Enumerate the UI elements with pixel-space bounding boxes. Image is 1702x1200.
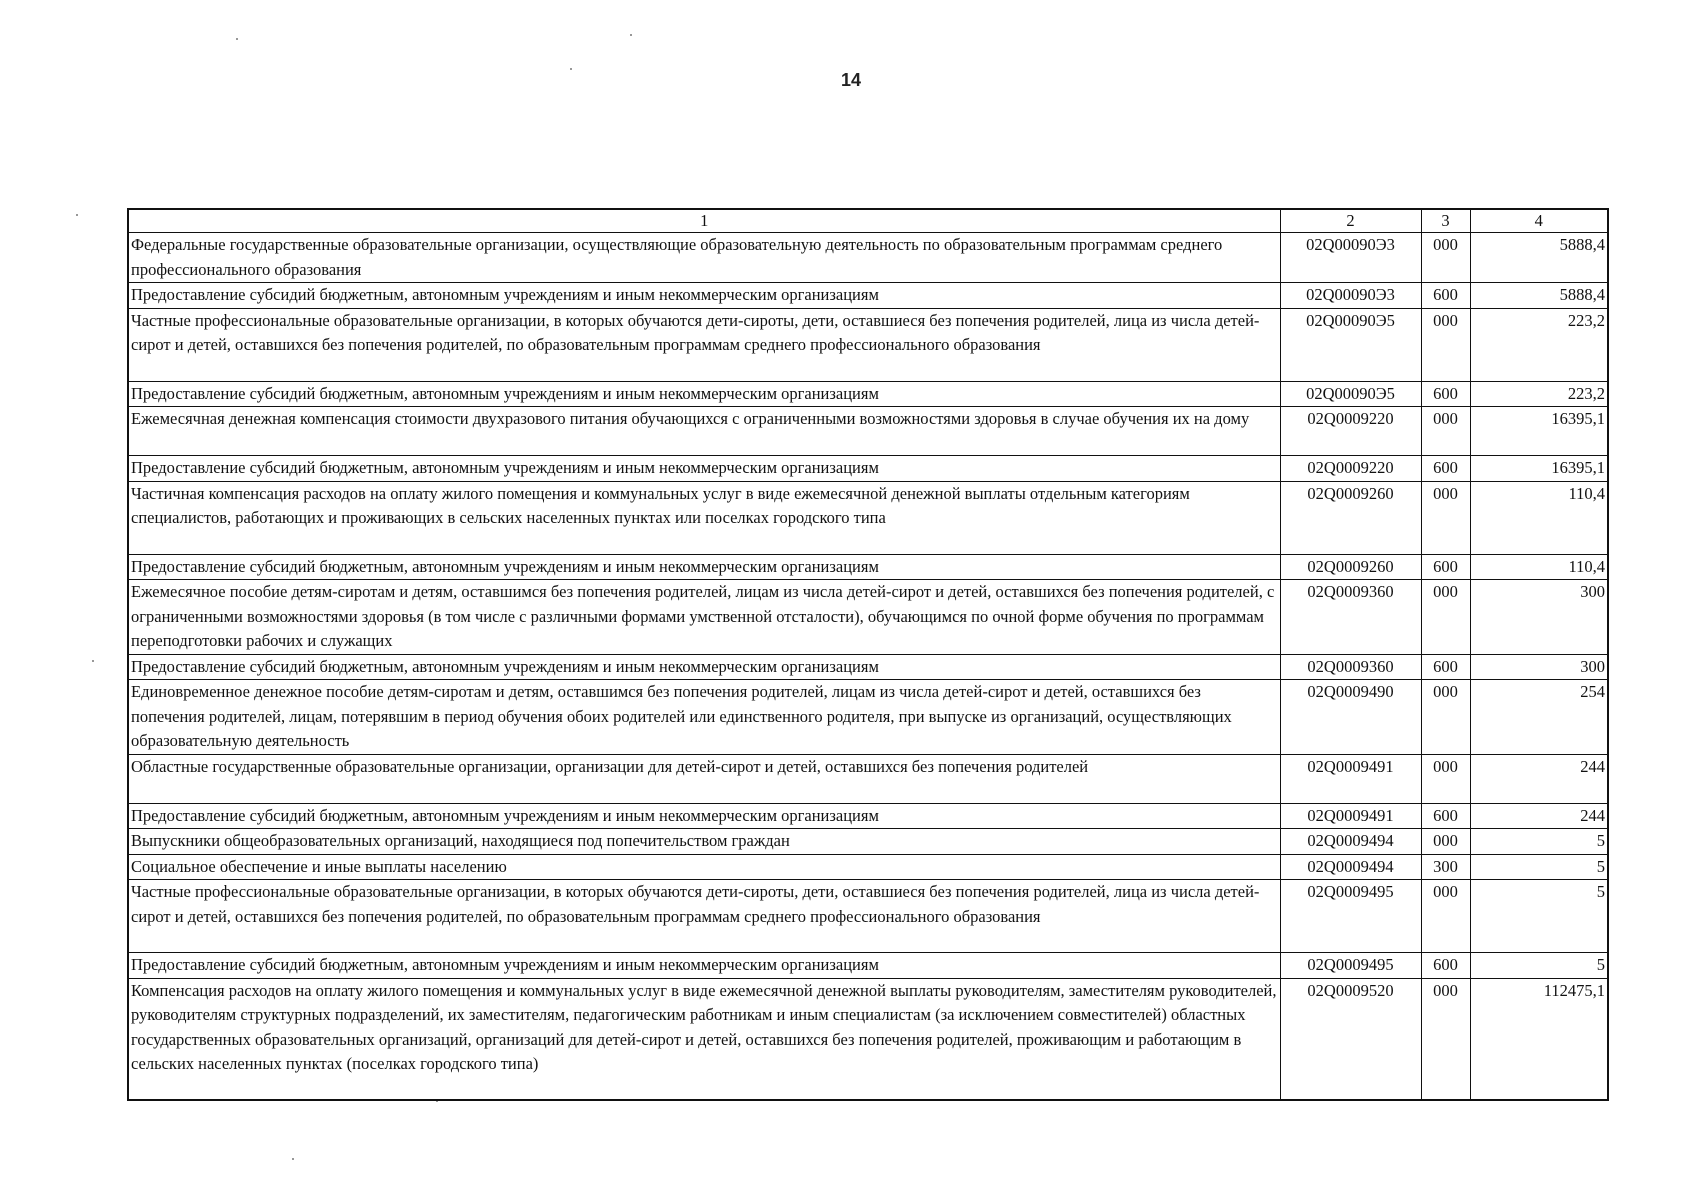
row-description: Единовременное денежное пособие детям-сиротам и детям, оставшимся без попечения родителей, лицам из числа детей-сирот и детей, оставшихся без попечения родителей, лицам, потерявшим в период обучения обоих родителей или единственного родителя, при выпуске из организаций, осуществляющих образовательную деятельность (128, 680, 1280, 755)
row-amount: 244 (1470, 803, 1608, 829)
table-row (128, 680, 1608, 755)
row-description: Предоставление субсидий бюджетным, автономным учреждениям и иным некоммерческим организациям (128, 381, 1280, 407)
column-header-name: 1 (128, 209, 1280, 233)
row-amount: 254 (1470, 680, 1608, 755)
row-expense-type: 000 (1421, 308, 1470, 381)
row-description: Федеральные государственные образовательные организации, осуществляющие образовательную деятельность по образовательным программам среднего профессионального образования (128, 233, 1280, 283)
header-row (128, 209, 1608, 233)
row-code: 02Q0009220 (1280, 407, 1421, 456)
row-amount: 16395,1 (1470, 407, 1608, 456)
row-description: Частичная компенсация расходов на оплату жилого помещения и коммунальных услуг в виде ежемесячной денежной выплаты отдельным категориям специалистов, работающих и проживающих в сельских населенных пунктах или поселках городского типа (128, 481, 1280, 554)
row-code: 02Q0009495 (1280, 953, 1421, 979)
row-description: Предоставление субсидий бюджетным, автономным учреждениям и иным некоммерческим организациям (128, 456, 1280, 482)
table-row (128, 829, 1608, 855)
row-amount: 5 (1470, 880, 1608, 953)
row-amount: 5888,4 (1470, 283, 1608, 309)
table-row (128, 308, 1608, 381)
page-number: 14 (840, 70, 862, 90)
row-expense-type: 000 (1421, 754, 1470, 803)
row-description: Ежемесячное пособие детям-сиротам и детям, оставшимся без попечения родителей, лицам из числа детей-сирот и детей, оставшихся без попечения родителей, с ограниченными возможностями здоровья (в том числе с различными формами умственной отсталости), обучающимся по очной форме обучения по программам переподготовки рабочих и служащих (128, 580, 1280, 655)
row-amount: 110,4 (1470, 554, 1608, 580)
row-code: 02Q0009494 (1280, 829, 1421, 855)
row-description: Предоставление субсидий бюджетным, автономным учреждениям и иным некоммерческим организациям (128, 803, 1280, 829)
column-header-expense-type: 3 (1421, 209, 1470, 233)
row-description: Предоставление субсидий бюджетным, автономным учреждениям и иным некоммерческим организациям (128, 554, 1280, 580)
row-code: 02Q0009494 (1280, 854, 1421, 880)
scan-speck (92, 660, 94, 662)
row-amount: 223,2 (1470, 381, 1608, 407)
row-code: 02Q0009490 (1280, 680, 1421, 755)
row-code: 02Q0009360 (1280, 580, 1421, 655)
row-expense-type: 000 (1421, 580, 1470, 655)
row-description: Частные профессиональные образовательные организации, в которых обучаются дети-сироты, дети, оставшиеся без попечения родителей, лица из числа детей-сирот и детей, оставшихся без попечения родителей, по образовательным программам среднего профессионального образования (128, 308, 1280, 381)
row-description: Ежемесячная денежная компенсация стоимости двухразового питания обучающихся с ограниченными возможностями здоровья в случае обучения их на дому (128, 407, 1280, 456)
row-expense-type: 600 (1421, 803, 1470, 829)
row-expense-type: 000 (1421, 407, 1470, 456)
row-code: 02Q0009491 (1280, 803, 1421, 829)
row-code: 02Q0009220 (1280, 456, 1421, 482)
table-row (128, 754, 1608, 803)
row-amount: 300 (1470, 580, 1608, 655)
row-description: Компенсация расходов на оплату жилого помещения и коммунальных услуг в виде ежемесячной денежной выплаты руководителям, заместителям руководителей, руководителям структурных подразделений, их заместителям, педагогическим работникам и иным специалистам (за исключением совместителей) областных государственных образовательных организаций, организаций для детей-сирот и детей, оставшихся без попечения родителей, проживающим и работающим в сельских населенных пунктах (поселках городского типа) (128, 978, 1280, 1100)
scan-speck (630, 34, 632, 36)
row-expense-type: 300 (1421, 854, 1470, 880)
row-expense-type: 600 (1421, 654, 1470, 680)
row-amount: 5 (1470, 953, 1608, 979)
row-description: Выпускники общеобразовательных организаций, находящиеся под попечительством граждан (128, 829, 1280, 855)
table-row (128, 854, 1608, 880)
row-expense-type: 600 (1421, 953, 1470, 979)
scan-speck (292, 1158, 294, 1160)
row-description: Социальное обеспечение и иные выплаты населению (128, 854, 1280, 880)
table-row (128, 381, 1608, 407)
row-expense-type: 000 (1421, 978, 1470, 1100)
row-code: 02Q0009491 (1280, 754, 1421, 803)
row-amount: 110,4 (1470, 481, 1608, 554)
row-expense-type: 000 (1421, 481, 1470, 554)
table-row (128, 481, 1608, 554)
row-expense-type: 600 (1421, 456, 1470, 482)
row-code: 02Q0009360 (1280, 654, 1421, 680)
row-expense-type: 000 (1421, 829, 1470, 855)
table-row (128, 953, 1608, 979)
row-description: Предоставление субсидий бюджетным, автономным учреждениям и иным некоммерческим организациям (128, 283, 1280, 309)
row-expense-type: 000 (1421, 233, 1470, 283)
row-amount: 5 (1470, 829, 1608, 855)
row-description: Областные государственные образовательные организации, организации для детей-сирот и детей, оставшихся без попечения родителей (128, 754, 1280, 803)
row-description: Частные профессиональные образовательные организации, в которых обучаются дети-сироты, дети, оставшиеся без попечения родителей, лица из числа детей-сирот и детей, оставшихся без попечения родителей, по образовательным программам среднего профессионального образования (128, 880, 1280, 953)
row-code: 02Q0009520 (1280, 978, 1421, 1100)
budget-table (127, 208, 1609, 1101)
row-code: 02Q00090Э3 (1280, 233, 1421, 283)
scan-speck (570, 68, 572, 70)
row-code: 02Q00090Э5 (1280, 308, 1421, 381)
row-amount: 244 (1470, 754, 1608, 803)
table-row (128, 283, 1608, 309)
column-header-code: 2 (1280, 209, 1421, 233)
row-expense-type: 000 (1421, 880, 1470, 953)
row-amount: 16395,1 (1470, 456, 1608, 482)
table-row (128, 407, 1608, 456)
table-row (128, 978, 1608, 1100)
row-code: 02Q00090Э3 (1280, 283, 1421, 309)
row-amount: 300 (1470, 654, 1608, 680)
table-row (128, 803, 1608, 829)
table-row (128, 456, 1608, 482)
row-description: Предоставление субсидий бюджетным, автономным учреждениям и иным некоммерческим организациям (128, 953, 1280, 979)
scan-speck (236, 38, 238, 40)
row-code: 02Q0009260 (1280, 481, 1421, 554)
scan-speck (76, 214, 78, 216)
row-expense-type: 600 (1421, 554, 1470, 580)
row-code: 02Q0009495 (1280, 880, 1421, 953)
row-amount: 5 (1470, 854, 1608, 880)
row-amount: 112475,1 (1470, 978, 1608, 1100)
table-row (128, 580, 1608, 655)
row-expense-type: 600 (1421, 381, 1470, 407)
row-code: 02Q00090Э5 (1280, 381, 1421, 407)
row-expense-type: 600 (1421, 283, 1470, 309)
table-row (128, 880, 1608, 953)
row-amount: 5888,4 (1470, 233, 1608, 283)
row-code: 02Q0009260 (1280, 554, 1421, 580)
row-description: Предоставление субсидий бюджетным, автономным учреждениям и иным некоммерческим организациям (128, 654, 1280, 680)
table-row (128, 233, 1608, 283)
table-row (128, 654, 1608, 680)
table-row (128, 554, 1608, 580)
row-amount: 223,2 (1470, 308, 1608, 381)
column-header-amount: 4 (1470, 209, 1608, 233)
row-expense-type: 000 (1421, 680, 1470, 755)
